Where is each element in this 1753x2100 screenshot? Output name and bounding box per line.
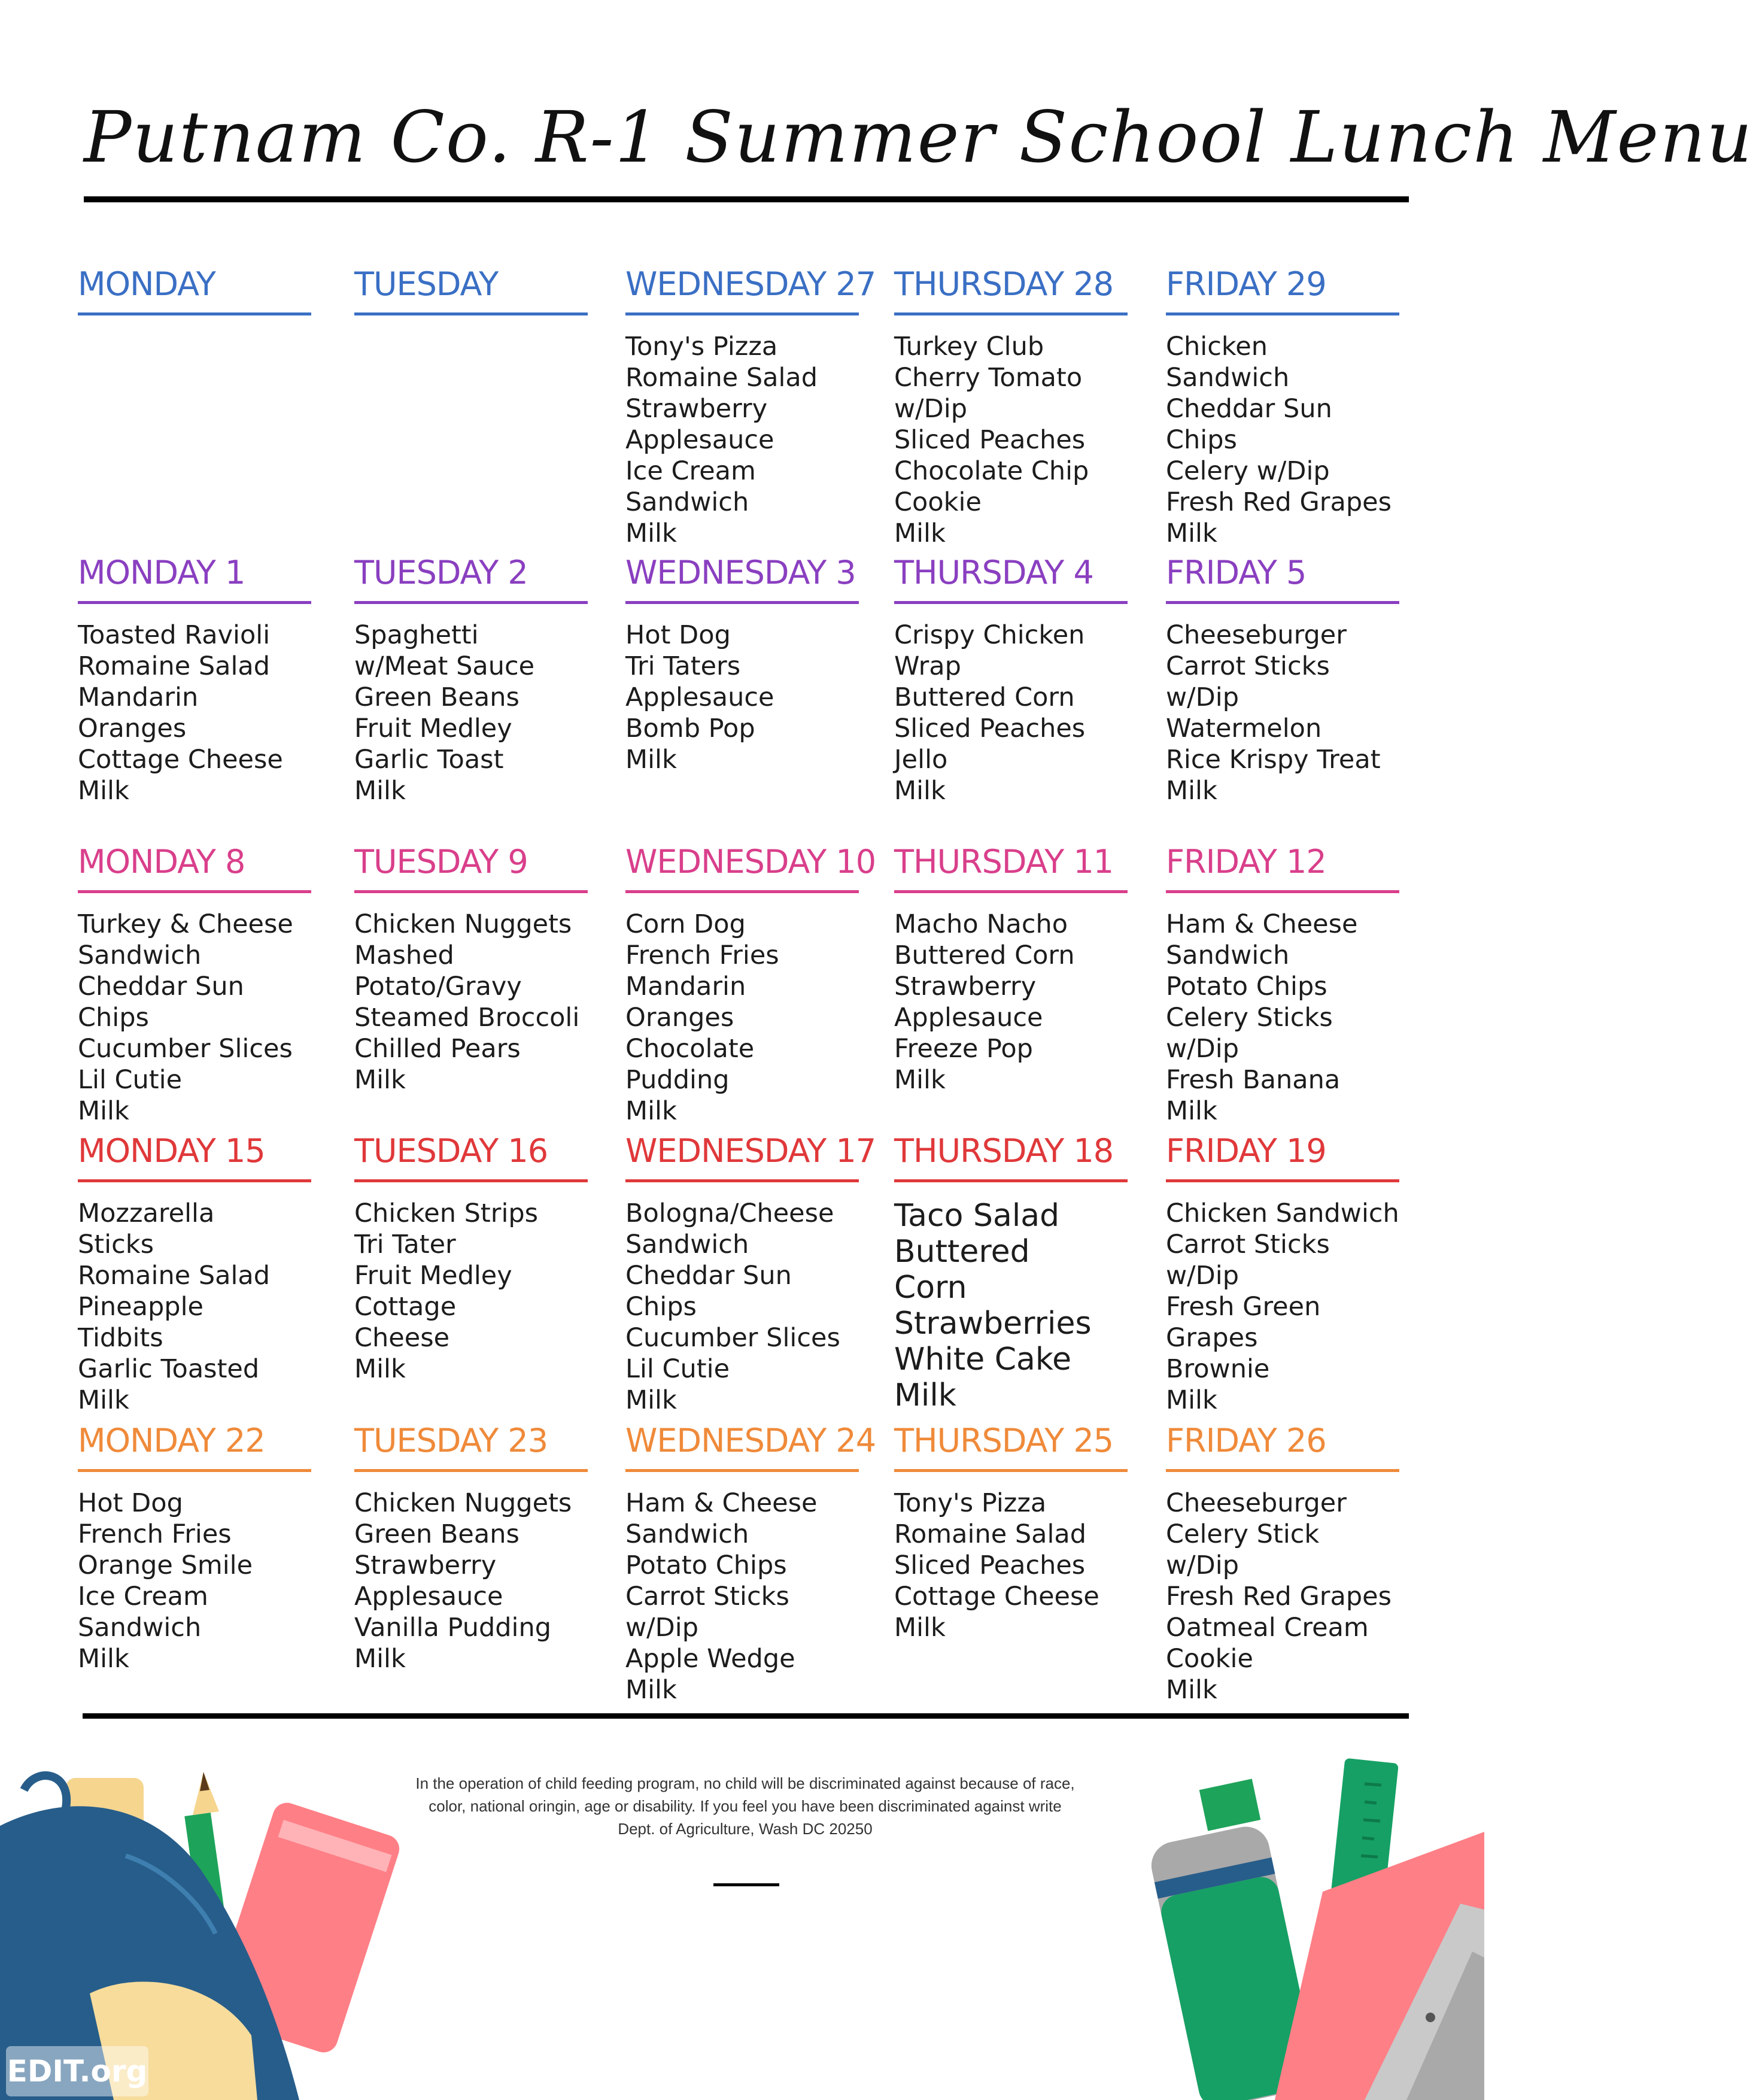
menu-item: Freeze Pop: [894, 1034, 1033, 1064]
menu-item: Chicken Nuggets: [354, 909, 572, 939]
day-heading-underline: [354, 312, 588, 315]
menu-item: Cookie: [894, 487, 982, 517]
day-heading-underline: [1166, 601, 1399, 604]
menu-item: Tony's Pizza: [894, 1488, 1047, 1518]
menu-item: Romaine Salad: [894, 1519, 1087, 1549]
statement-line: color, national oringin, age or disability. If you feel you have been discriminated against write: [429, 1797, 1062, 1815]
day-heading: WEDNESDAY 27: [625, 265, 876, 303]
menu-item: Milk: [78, 776, 129, 806]
menu-item: Cottage Cheese: [78, 745, 283, 775]
menu-item: Cheddar Sun: [625, 1261, 792, 1291]
day-heading-underline: [78, 601, 311, 604]
menu-item-list: [78, 909, 311, 1127]
title-divider: [84, 196, 1409, 202]
menu-item: Milk: [894, 1377, 956, 1413]
menu-item: Tidbits: [78, 1323, 163, 1353]
menu-item: Wrap: [894, 651, 961, 681]
menu-item: Milk: [625, 1385, 677, 1415]
menu-item: Fresh Green: [1166, 1292, 1321, 1322]
day-column: [78, 552, 311, 806]
day-heading-underline: [1166, 890, 1399, 893]
menu-item: Hot Dog: [78, 1488, 183, 1518]
menu-item-list: [894, 1198, 1128, 1413]
menu-item: Carrot Sticks: [1166, 651, 1330, 681]
menu-item: Ice Cream: [78, 1582, 208, 1612]
menu-item: Milk: [894, 1613, 946, 1643]
menu-item: Romaine Salad: [78, 1261, 271, 1291]
menu-item: Milk: [1166, 518, 1217, 548]
menu-item: Milk: [1166, 1385, 1217, 1415]
menu-item: Buttered: [894, 1234, 1030, 1270]
day-column: [625, 263, 876, 549]
menu-item: Brownie: [1166, 1354, 1270, 1384]
day-heading: TUESDAY 9: [354, 843, 528, 881]
menu-item: Mandarin: [78, 682, 199, 712]
menu-item: Milk: [354, 1354, 406, 1384]
menu-item: Cherry Tomato: [894, 363, 1083, 393]
menu-item: Milk: [894, 776, 946, 806]
menu-item: Garlic Toast: [354, 745, 504, 775]
day-heading-underline: [894, 1469, 1128, 1472]
menu-item: Chilled Pears: [354, 1034, 521, 1064]
week-row: [0, 552, 1484, 839]
day-column: [354, 552, 588, 806]
menu-item: Chips: [1166, 425, 1237, 455]
day-column: [354, 841, 588, 1095]
menu-item: Turkey & Cheese: [78, 909, 293, 939]
day-heading: FRIDAY 12: [1166, 843, 1326, 881]
menu-item-list: [894, 909, 1128, 1095]
day-heading-underline: [354, 601, 588, 604]
menu-item: Milk: [625, 745, 677, 775]
menu-item: Sandwich: [1166, 940, 1290, 970]
day-column: [894, 841, 1128, 1095]
menu-item: Fresh Red Grapes: [1166, 487, 1392, 517]
day-column: [354, 1420, 588, 1674]
menu-item: Carrot Sticks: [625, 1582, 789, 1612]
menu-item: Green Beans: [354, 682, 519, 712]
menu-item: Fruit Medley: [354, 714, 512, 744]
menu-item: Oatmeal Cream: [1166, 1613, 1369, 1643]
menu-item-list: [625, 1198, 859, 1416]
menu-item: Milk: [78, 1385, 129, 1415]
day-column: [1166, 1420, 1399, 1706]
day-heading-underline: [78, 1469, 311, 1472]
menu-item: Chicken Nuggets: [354, 1488, 572, 1518]
menu-item-list: [625, 1488, 859, 1706]
day-heading-underline: [894, 890, 1128, 893]
menu-item-list: [1166, 1488, 1399, 1706]
menu-item-list: [354, 1488, 588, 1674]
menu-item: Sliced Peaches: [894, 425, 1086, 455]
day-column: [78, 841, 311, 1127]
menu-item: Oranges: [625, 1003, 734, 1033]
menu-item: Pineapple: [78, 1292, 203, 1322]
menu-item: Corn: [894, 1270, 967, 1306]
day-column: [1166, 841, 1399, 1127]
day-heading: TUESDAY 2: [354, 554, 528, 591]
menu-item: Chips: [78, 1003, 149, 1033]
menu-item: Tri Taters: [625, 651, 741, 681]
day-column: [625, 841, 876, 1127]
day-heading-underline: [894, 312, 1128, 315]
menu-item: Milk: [1166, 1096, 1217, 1126]
menu-item-list: [894, 620, 1128, 806]
menu-item-list: [1166, 331, 1399, 549]
menu-item: French Fries: [625, 940, 779, 970]
menu-item: Green Beans: [354, 1519, 519, 1549]
menu-item: w/Dip: [894, 394, 968, 424]
menu-item: Cookie: [1166, 1644, 1253, 1674]
menu-item: Strawberry: [894, 972, 1037, 1002]
menu-item: Chocolate Chip: [894, 456, 1089, 486]
day-heading-underline: [78, 312, 311, 315]
day-heading-underline: [625, 601, 859, 604]
day-column: [625, 552, 859, 775]
pencil-case-icon: [1275, 1832, 1484, 2100]
menu-item: Strawberry: [625, 394, 768, 424]
menu-item: Garlic Toasted: [78, 1354, 260, 1384]
menu-item: Milk: [1166, 1675, 1217, 1705]
menu-item: Chocolate: [625, 1034, 755, 1064]
menu-item: Sandwich: [625, 487, 749, 517]
menu-item: w/Meat Sauce: [354, 651, 535, 681]
day-heading: MONDAY 15: [78, 1132, 265, 1170]
menu-item: Cheddar Sun: [1166, 394, 1332, 424]
menu-item: Potato Chips: [1166, 972, 1327, 1002]
menu-item-list: [354, 909, 588, 1095]
menu-item: Applesauce: [354, 1582, 503, 1612]
menu-item: Grapes: [1166, 1323, 1258, 1353]
menu-item: Buttered Corn: [894, 682, 1075, 712]
day-heading-underline: [894, 1179, 1128, 1182]
menu-item: Pudding: [625, 1065, 730, 1095]
week-row: [0, 263, 1484, 551]
menu-item: Chicken: [1166, 332, 1268, 362]
menu-item: Milk: [1166, 776, 1217, 806]
day-heading: THURSDAY 11: [894, 843, 1114, 881]
day-heading-underline: [354, 1469, 588, 1472]
week-row: [0, 841, 1484, 1128]
menu-item: Carrot Sticks: [1166, 1230, 1330, 1260]
menu-item: Applesauce: [894, 1003, 1043, 1033]
menu-item: Chips: [625, 1292, 697, 1322]
menu-item: Celery Stick: [1166, 1519, 1320, 1549]
day-column: [894, 1420, 1128, 1643]
school-supplies-right-illustration: [1149, 1748, 1484, 2100]
footer-dash: [713, 1883, 779, 1886]
day-heading-underline: [1166, 1179, 1399, 1182]
menu-item: Milk: [894, 518, 946, 548]
day-heading-underline: [894, 601, 1128, 604]
menu-item-list: [78, 1488, 311, 1674]
menu-item: Milk: [625, 1096, 677, 1126]
menu-item: w/Dip: [1166, 682, 1239, 712]
menu-item: Sliced Peaches: [894, 714, 1086, 744]
day-heading: WEDNESDAY 10: [625, 843, 876, 881]
day-column: [894, 552, 1128, 806]
day-column: [354, 263, 588, 331]
day-heading-underline: [625, 1179, 859, 1182]
nondiscrimination-statement: [359, 1772, 1131, 1840]
day-heading: WEDNESDAY 3: [625, 554, 856, 591]
menu-item-list: [894, 331, 1128, 549]
menu-item: Romaine Salad: [78, 651, 271, 681]
day-heading: MONDAY: [78, 265, 215, 303]
menu-item-list: [354, 1198, 588, 1385]
day-heading-underline: [625, 890, 859, 893]
menu-item: Sticks: [78, 1230, 154, 1260]
menu-item: French Fries: [78, 1519, 232, 1549]
menu-item: Orange Smile: [78, 1550, 253, 1580]
menu-item: Bologna/Cheese: [625, 1198, 834, 1228]
menu-item: Rice Krispy Treat: [1166, 745, 1381, 775]
day-heading-underline: [78, 1179, 311, 1182]
menu-item: Watermelon: [1166, 714, 1322, 744]
menu-item: Chicken Strips: [354, 1198, 539, 1228]
day-heading: FRIDAY 29: [1166, 265, 1326, 303]
menu-item: Cheese: [354, 1323, 450, 1353]
menu-item: Chicken Sandwich: [1166, 1198, 1399, 1228]
menu-item-list: [625, 620, 859, 775]
menu-item-list: [78, 620, 311, 806]
menu-item: Sliced Peaches: [894, 1550, 1086, 1580]
menu-item: Fruit Medley: [354, 1261, 512, 1291]
menu-item: Crispy Chicken: [894, 620, 1085, 650]
menu-item: Steamed Broccoli: [354, 1003, 580, 1033]
menu-item-list: [894, 1488, 1128, 1643]
day-heading-underline: [354, 890, 588, 893]
day-heading: FRIDAY 19: [1166, 1132, 1326, 1170]
menu-item: Cucumber Slices: [625, 1323, 840, 1353]
day-heading: THURSDAY 25: [894, 1422, 1114, 1459]
day-heading: FRIDAY 5: [1166, 554, 1307, 591]
menu-item: Mashed: [354, 940, 454, 970]
menu-item: Toasted Ravioli: [78, 620, 271, 650]
statement-line: In the operation of child feeding program, no child will be discriminated against because of race,: [415, 1774, 1075, 1792]
day-heading-underline: [625, 312, 859, 315]
menu-item: Potato/Gravy: [354, 972, 522, 1002]
day-column: [1166, 1130, 1399, 1416]
day-column: [894, 263, 1128, 549]
menu-item: Turkey Club: [894, 332, 1044, 362]
menu-item: Spaghetti: [354, 620, 479, 650]
day-column: [1166, 263, 1399, 549]
menu-item: Hot Dog: [625, 620, 731, 650]
menu-item: Macho Nacho: [894, 909, 1068, 939]
menu-item: Jello: [894, 745, 948, 775]
menu-item: Cheddar Sun: [78, 972, 244, 1002]
menu-item: Cheeseburger: [1166, 1488, 1347, 1518]
day-column: [1166, 552, 1399, 806]
menu-item: Tony's Pizza: [625, 332, 778, 362]
day-column: [625, 1130, 876, 1416]
menu-item-list: [354, 620, 588, 806]
menu-item: Vanilla Pudding: [354, 1613, 552, 1643]
menu-item: Strawberry: [354, 1550, 497, 1580]
menu-item: Milk: [78, 1096, 129, 1126]
menu-item: Celery Sticks: [1166, 1003, 1333, 1033]
day-heading: THURSDAY 18: [894, 1132, 1114, 1170]
day-column: [78, 1130, 311, 1416]
menu-item: Cottage Cheese: [894, 1582, 1099, 1612]
menu-item: Lil Cutie: [78, 1065, 183, 1095]
menu-item: Tri Tater: [354, 1230, 456, 1260]
day-heading: MONDAY 22: [78, 1422, 265, 1459]
menu-item: Cheeseburger: [1166, 620, 1347, 650]
menu-item: w/Dip: [1166, 1034, 1239, 1064]
day-heading: MONDAY 8: [78, 843, 245, 881]
menu-item: Fresh Red Grapes: [1166, 1582, 1392, 1612]
menu-item: w/Dip: [625, 1613, 699, 1643]
menu-item: Corn Dog: [625, 909, 746, 939]
edit-logo: EDIT.org: [6, 2046, 148, 2096]
day-heading-underline: [1166, 312, 1399, 315]
day-heading: FRIDAY 26: [1166, 1422, 1326, 1459]
menu-item: Sandwich: [78, 940, 202, 970]
page-title: Putnam Co. R-1 Summer School Lunch Menu: [84, 96, 1753, 178]
menu-item: Fresh Banana: [1166, 1065, 1341, 1095]
menu-item: Applesauce: [625, 682, 774, 712]
day-heading: TUESDAY 23: [354, 1422, 548, 1459]
week-row: [0, 1420, 1484, 1707]
day-column: [78, 1420, 311, 1674]
menu-item: Milk: [625, 518, 677, 548]
day-heading: WEDNESDAY 24: [625, 1422, 876, 1459]
day-heading: TUESDAY: [354, 265, 499, 303]
menu-item: Milk: [354, 776, 406, 806]
menu-item: Mandarin: [625, 972, 746, 1002]
menu-item: Buttered Corn: [894, 940, 1075, 970]
menu-item-list: [1166, 1198, 1399, 1416]
menu-item: Romaine Salad: [625, 363, 818, 393]
menu-item: Milk: [354, 1065, 406, 1095]
menu-item-list: [78, 1198, 311, 1416]
day-column: [625, 1420, 876, 1706]
menu-item-list: [625, 909, 859, 1127]
menu-item: Milk: [625, 1675, 677, 1705]
menu-item: Milk: [78, 1644, 129, 1674]
day-column: [354, 1130, 588, 1385]
menu-item: Sandwich: [625, 1519, 749, 1549]
day-heading: MONDAY 1: [78, 554, 245, 591]
day-heading: TUESDAY 16: [354, 1132, 548, 1170]
statement-line: Dept. of Agriculture, Wash DC 20250: [618, 1820, 873, 1838]
menu-bottom-divider: [83, 1713, 1409, 1719]
menu-item: w/Dip: [1166, 1261, 1239, 1291]
day-heading: THURSDAY 4: [894, 554, 1093, 591]
menu-item: Oranges: [78, 714, 187, 744]
day-heading-underline: [1166, 1469, 1399, 1472]
menu-item: Celery w/Dip: [1166, 456, 1330, 486]
menu-item: Sandwich: [1166, 363, 1290, 393]
menu-item: Lil Cutie: [625, 1354, 730, 1384]
week-row: [0, 1130, 1484, 1418]
menu-item: Taco Salad: [894, 1198, 1060, 1234]
menu-item: Milk: [354, 1644, 406, 1674]
menu-item: White Cake: [894, 1342, 1072, 1377]
menu-item-list: [625, 331, 859, 549]
menu-item: Potato Chips: [625, 1550, 787, 1580]
menu-item: Ham & Cheese: [625, 1488, 818, 1518]
menu-item: Sandwich: [78, 1613, 202, 1643]
day-heading-underline: [354, 1179, 588, 1182]
menu-item: Apple Wedge: [625, 1644, 795, 1674]
menu-item: Strawberries: [894, 1306, 1092, 1342]
menu-item: Sandwich: [625, 1230, 749, 1260]
menu-item-list: [1166, 620, 1399, 806]
menu-item: Ham & Cheese: [1166, 909, 1358, 939]
day-heading-underline: [625, 1469, 859, 1472]
menu-item: Cucumber Slices: [78, 1034, 293, 1064]
day-heading: WEDNESDAY 17: [625, 1132, 876, 1170]
day-column: [894, 1130, 1128, 1413]
menu-item: w/Dip: [1166, 1550, 1239, 1580]
day-column: [78, 263, 311, 331]
menu-item: Bomb Pop: [625, 714, 755, 744]
menu-item: Cottage: [354, 1292, 457, 1322]
day-heading-underline: [78, 890, 311, 893]
menu-item: Applesauce: [625, 425, 774, 455]
menu-item: Milk: [894, 1065, 946, 1095]
menu-item: Ice Cream: [625, 456, 756, 486]
menu-item: Mozzarella: [78, 1198, 215, 1228]
day-heading: THURSDAY 28: [894, 265, 1114, 303]
menu-item-list: [1166, 909, 1399, 1127]
